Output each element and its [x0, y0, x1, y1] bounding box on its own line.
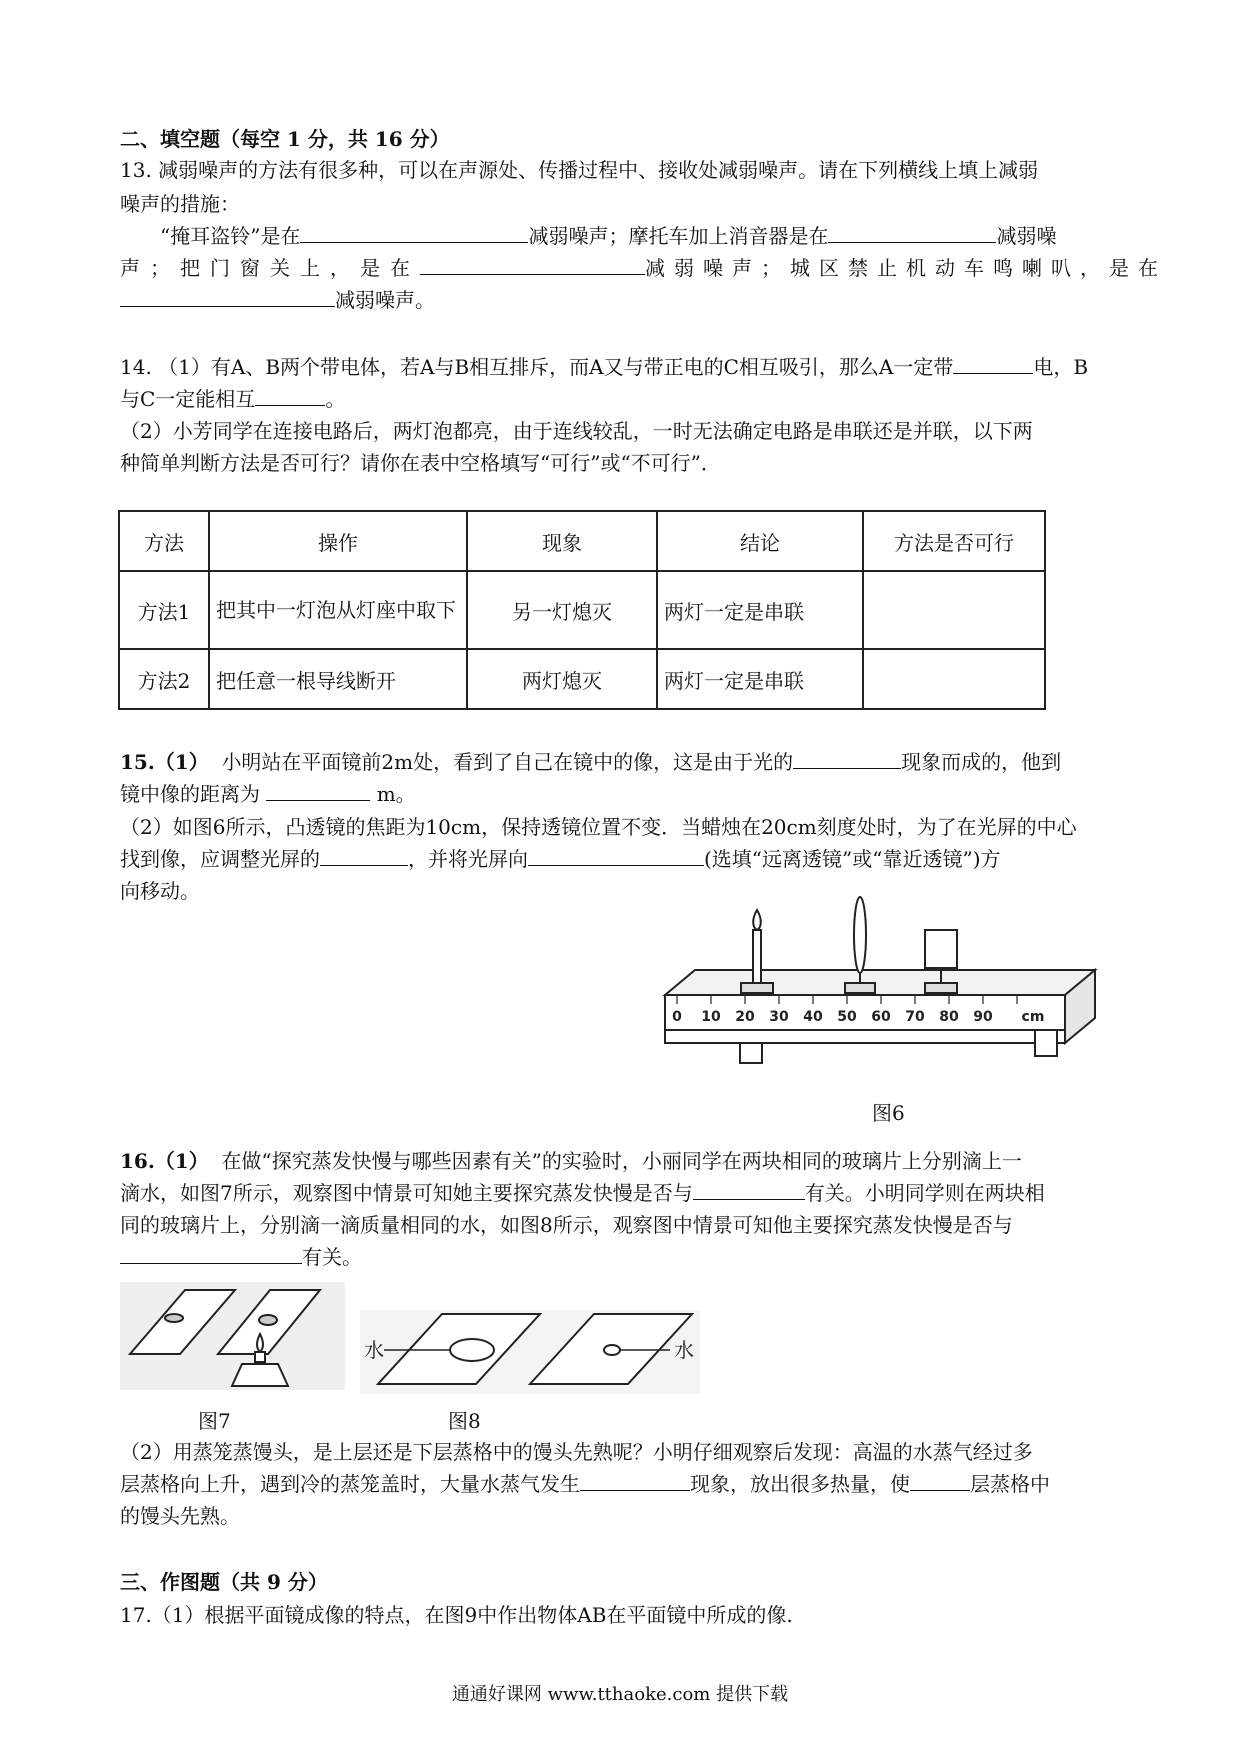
table-cell: 把其中一灯泡从灯座中取下 [209, 571, 467, 649]
q16-text: 有关。小明同学则在两块相 [804, 1181, 1045, 1205]
table-cell: 两灯一定是串联 [657, 571, 863, 649]
q15-line2 [120, 780, 416, 808]
methods-table [118, 510, 1046, 710]
ruler-tick-label: 10 [701, 1009, 721, 1025]
figure-7-label: 图7 [198, 1409, 231, 1433]
answer-blank[interactable] [266, 780, 370, 801]
answer-blank[interactable] [953, 353, 1033, 374]
q16-line6 [120, 1470, 1050, 1498]
q16-line7: 的馒头先熟。 [120, 1504, 240, 1528]
table-cell: 两灯一定是串联 [657, 649, 863, 709]
ruler-tick-label: 0 [672, 1009, 682, 1025]
q15-line3: （2）如图6所示，凸透镜的焦距为10cm，保持透镜位置不变．当蜡烛在20cm刻度处时，为了在光屏的中心 [120, 815, 1077, 839]
q14-line1 [120, 353, 1088, 381]
answer-blank[interactable] [910, 1470, 970, 1491]
ruler-unit-label: cm [1021, 1009, 1045, 1025]
optical-bench-figure [655, 890, 1100, 1068]
q16-line1 [120, 1147, 1022, 1175]
footer-source: 通通好课网 www.tthaoke.com 提供下载 [451, 1684, 789, 1705]
table-cell: 把任意一根导线断开 [209, 649, 467, 709]
q16-text: 在做“探究蒸发快慢与哪些因素有关”的实验时，小丽同学在两块相同的玻璃片上分别滴上一 [221, 1149, 1022, 1173]
q15-text: (选填“远离透镜”或“靠近透镜”)方 [704, 847, 1001, 871]
figure-8-label: 图8 [448, 1409, 481, 1433]
ruler-tick-label: 40 [803, 1009, 823, 1025]
answer-blank[interactable] [793, 748, 901, 769]
q15-text: m。 [376, 782, 416, 806]
q16-text: 有关。 [302, 1245, 362, 1269]
table-header-cell: 方法 [119, 511, 209, 571]
q15-text: 镜中像的距离为 [120, 782, 260, 806]
q14-text: 14. （1）有A、B两个带电体，若A与B相互排斥，而A又与带正电的C相互吸引，那么A一定带 [120, 355, 954, 379]
q15-text: ，并将光屏向 [408, 847, 528, 871]
q15-number: 15.（1） [120, 750, 209, 774]
q13-text: 减弱噪声；城区禁止机动车鸣喇叭，是在 [645, 256, 1167, 280]
q14-line3: （2）小芳同学在连接电路后，两灯泡都亮，由于连线较乱，一时无法确定电路是串联还是并联，以下两 [120, 419, 1033, 443]
answer-blank[interactable] [120, 1243, 302, 1264]
q14-text: 电，B [1033, 355, 1089, 379]
q15-line4 [120, 845, 1001, 873]
figure-7-evaporation [120, 1282, 345, 1390]
q16-line5: （2）用蒸笼蒸馒头，是上层还是下层蒸格中的馒头先熟呢？小明仔细观察后发现：高温的水蒸气经过多 [120, 1440, 1033, 1464]
water-label-left: 水 [364, 1338, 384, 1362]
ruler-tick-label: 60 [871, 1009, 891, 1025]
ruler-tick-label: 70 [905, 1009, 925, 1025]
table-cell: 两灯熄灭 [467, 649, 657, 709]
answer-blank[interactable] [528, 845, 704, 866]
q13-text: 声；把门窗关上，是在 [120, 256, 420, 280]
q15-text: 现象而成的，他到 [901, 750, 1062, 774]
ruler-tick-label: 50 [837, 1009, 857, 1025]
table-cell: 另一灯熄灭 [467, 571, 657, 649]
answer-blank[interactable] [320, 845, 408, 866]
q14-line4: 种简单判断方法是否可行？请你在表中空格填写“可行”或“不可行”． [120, 451, 721, 475]
figure-8-evaporation [360, 1310, 700, 1394]
table-header-cell: 方法是否可行 [863, 511, 1045, 571]
ruler-tick-label: 90 [973, 1009, 993, 1025]
answer-blank[interactable] [828, 222, 996, 243]
q16-line4 [120, 1243, 362, 1271]
table-header-cell: 现象 [467, 511, 657, 571]
q14-text: 。 [325, 387, 346, 411]
q16-text: 层蒸格中 [970, 1472, 1050, 1496]
table-row [119, 571, 1045, 649]
q14-line2 [120, 385, 345, 413]
section-heading-drawing: 三、作图题（共 9 分） [120, 1570, 328, 1594]
ruler-tick-label: 20 [735, 1009, 755, 1025]
answer-cell[interactable] [863, 649, 1045, 709]
q13-line5 [120, 286, 435, 314]
q15-line5: 向移动。 [120, 879, 200, 903]
table-header-cell: 操作 [209, 511, 467, 571]
q16-text: 层蒸格向上升，遇到冷的蒸笼盖时，大量水蒸气发生 [120, 1472, 580, 1496]
table-cell: 方法2 [119, 649, 209, 709]
q13-text: “掩耳盗铃”是在 [160, 224, 301, 248]
answer-blank[interactable] [255, 385, 325, 406]
q16-text: 滴水，如图7所示，观察图中情景可知她主要探究蒸发快慢是否与 [120, 1181, 693, 1205]
q16-text: 现象，放出很多热量，使 [690, 1472, 910, 1496]
ruler-tick-label: 80 [939, 1009, 959, 1025]
q13-line3 [160, 222, 1056, 250]
water-label-right: 水 [674, 1338, 694, 1362]
q13-text: 减弱噪 [996, 224, 1057, 248]
answer-blank[interactable] [420, 254, 645, 275]
q13-text: 减弱噪声。 [335, 288, 435, 312]
q14-text: 与C一定能相互 [120, 387, 256, 411]
answer-blank[interactable] [693, 1179, 805, 1200]
answer-blank[interactable] [300, 222, 528, 243]
table-row [119, 649, 1045, 709]
q15-text: 小明站在平面镜前2m处，看到了自己在镜中的像，这是由于光的 [221, 750, 794, 774]
q16-number: 16.（1） [120, 1149, 209, 1173]
table-header-row [119, 511, 1045, 571]
table-header-cell: 结论 [657, 511, 863, 571]
section-heading-fill-blank: 二、填空题（每空 1 分，共 16 分） [120, 127, 450, 151]
q13-line1: 13. 减弱噪声的方法有很多种，可以在声源处、传播过程中、接收处减弱噪声。请在下列横线上填上减弱 [120, 158, 1039, 182]
answer-blank[interactable] [120, 286, 335, 307]
answer-cell[interactable] [863, 571, 1045, 649]
q17-line1: 17.（1）根据平面镜成像的特点，在图9中作出物体AB在平面镜中所成的像. [120, 1603, 793, 1627]
q15-text: 找到像，应调整光屏的 [120, 847, 320, 871]
q13-text: 减弱噪声；摩托车加上消音器是在 [528, 224, 829, 248]
answer-blank[interactable] [580, 1470, 690, 1491]
q15-line1 [120, 748, 1061, 776]
table-cell: 方法1 [119, 571, 209, 649]
figure-6-label: 图6 [872, 1101, 905, 1125]
q13-line4 [120, 254, 1167, 282]
q16-line3: 同的玻璃片上，分别滴一滴质量相同的水，如图8所示，观察图中情景可知他主要探究蒸发快慢是否与 [120, 1213, 1013, 1237]
q16-line2 [120, 1179, 1045, 1207]
ruler-tick-label: 30 [769, 1009, 789, 1025]
q13-line2: 噪声的措施： [120, 192, 240, 216]
